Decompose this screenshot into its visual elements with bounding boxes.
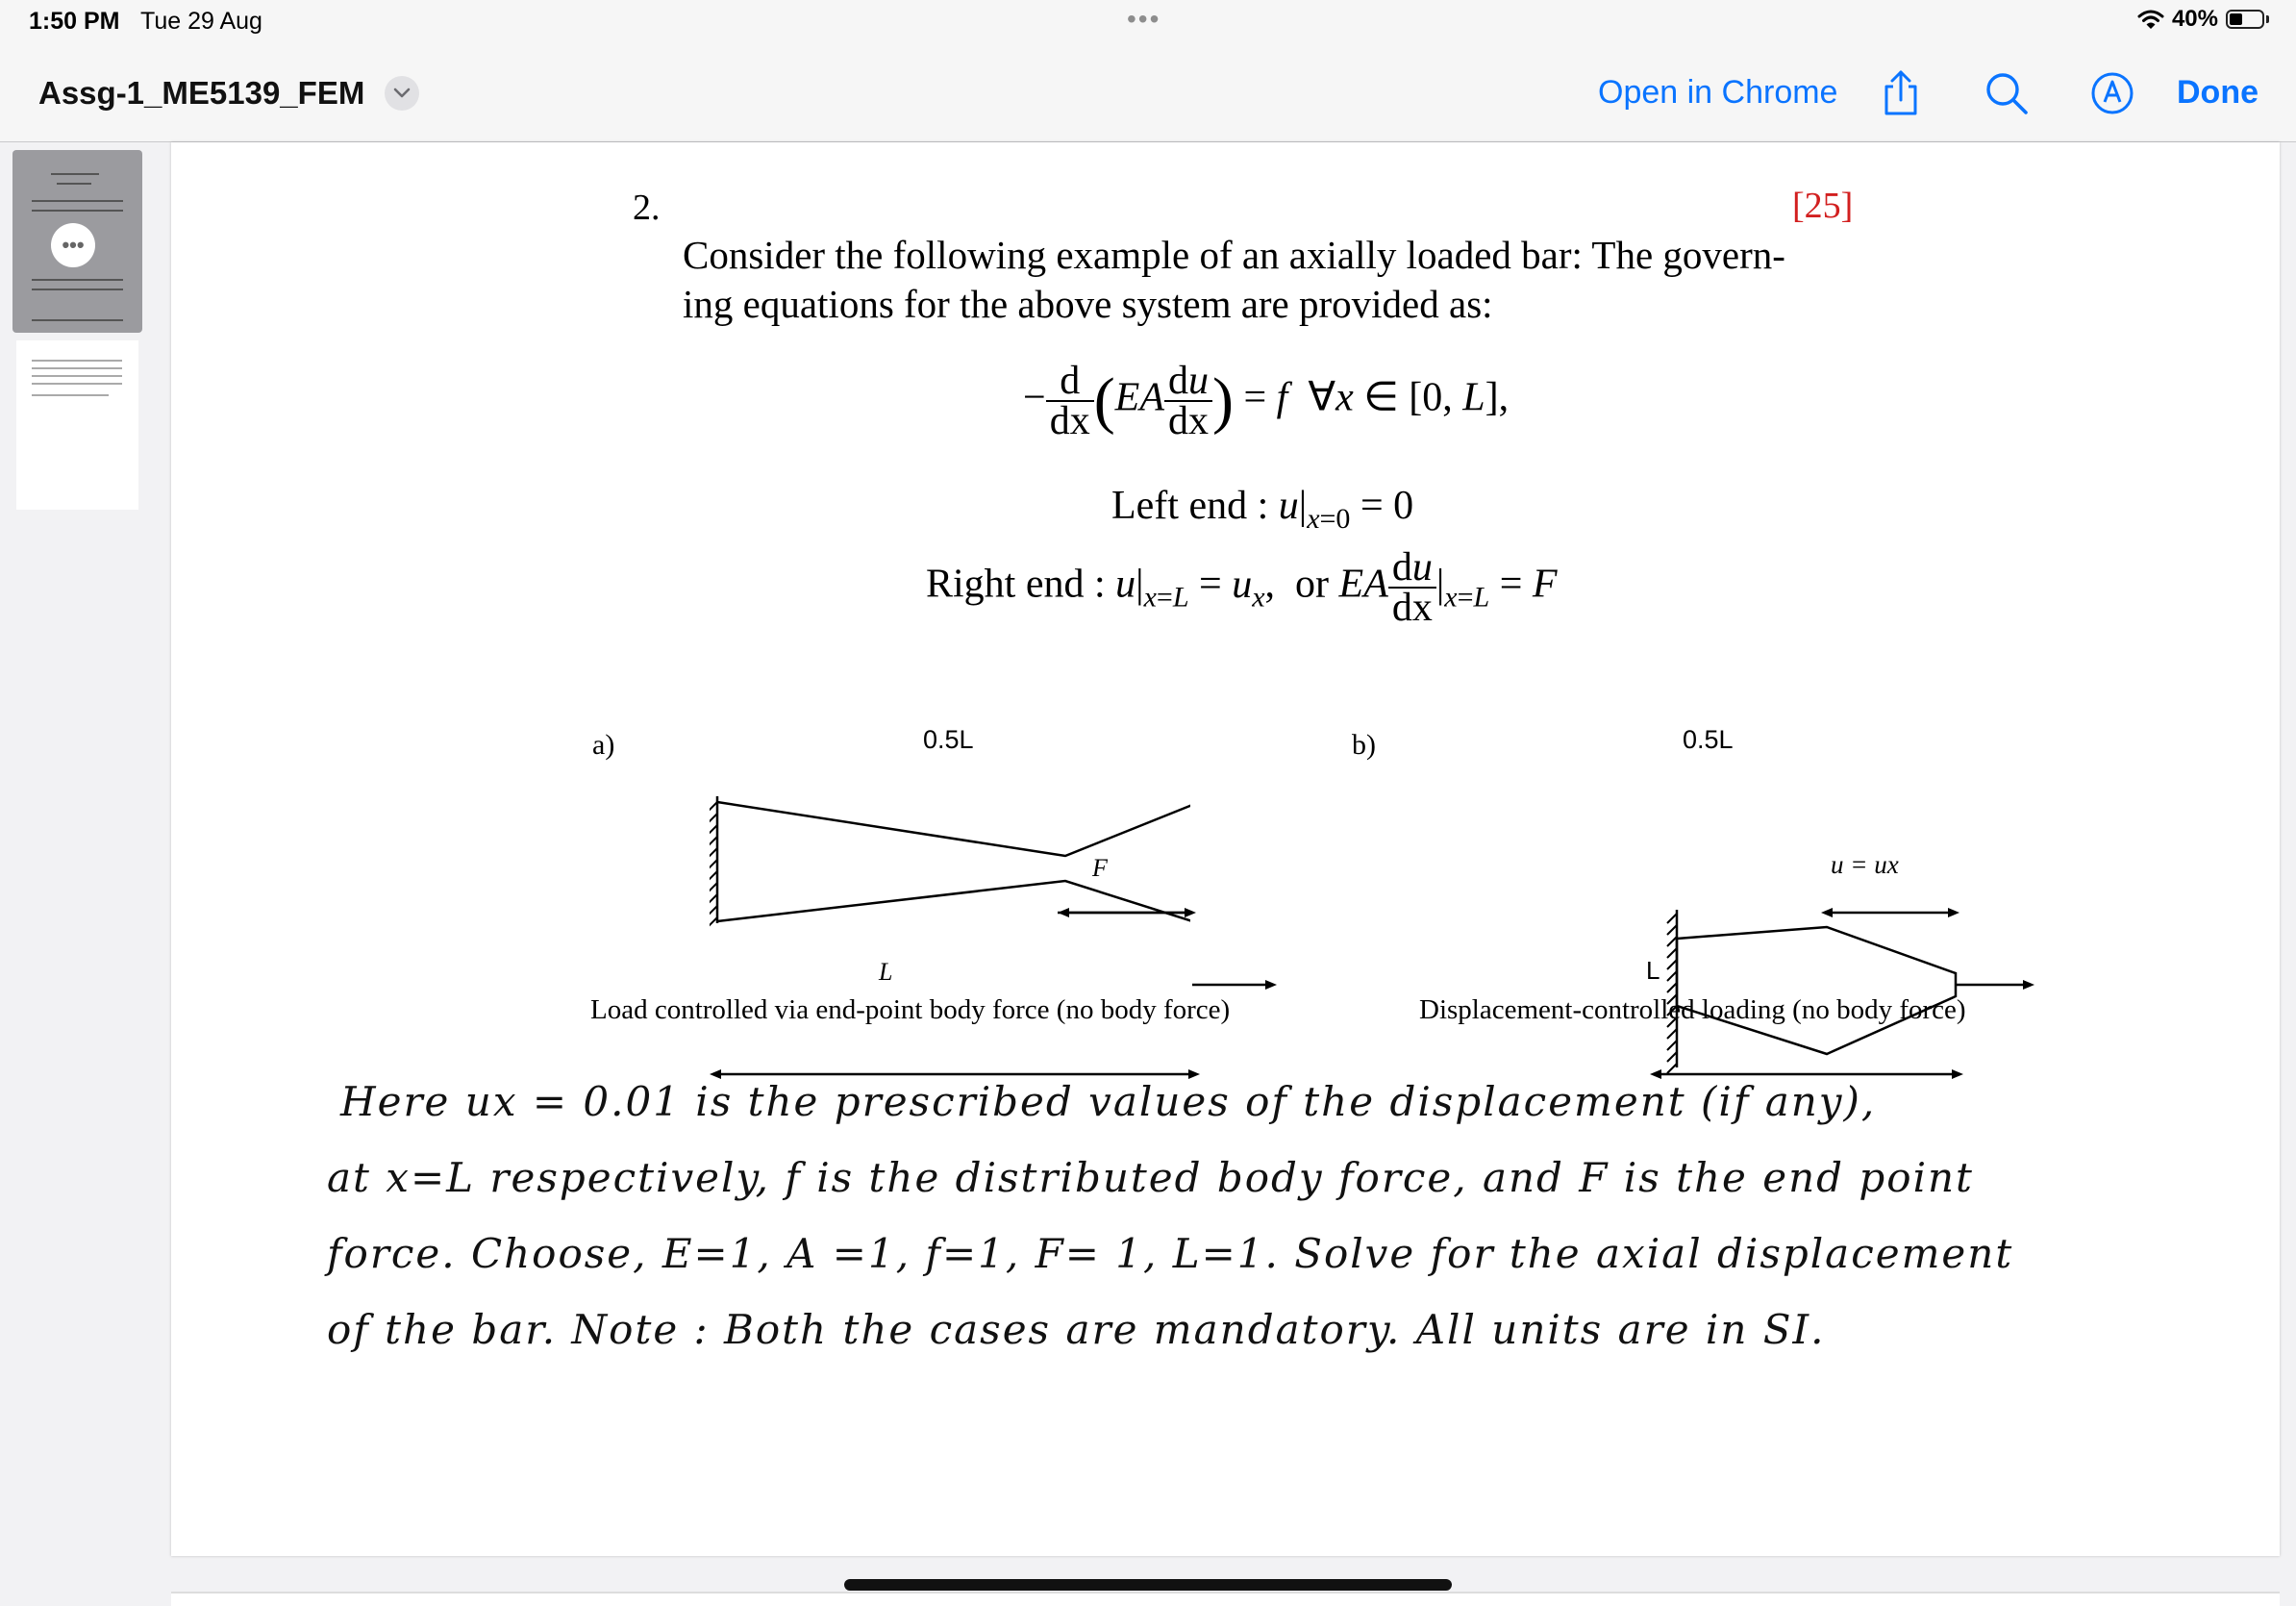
home-indicator[interactable] [844,1579,1452,1591]
status-bar [0,0,2296,46]
more-icon[interactable]: ••• [51,223,95,267]
figure-b-load-label: u = ux [1831,850,1899,879]
figure-a-dim-bottom: L [879,958,893,986]
battery-icon [2226,10,2264,29]
wifi-icon [2137,9,2164,30]
arrowhead [1265,980,1277,990]
figure-b-label: b) [1352,729,1376,761]
note-line-2: at x=L respectively, f is the distributed body force, and F is the end point [327,1154,1974,1201]
thumb-line [32,360,122,362]
status-time: 1:50 PM [29,8,120,35]
share-button[interactable] [1875,67,1927,119]
search-button[interactable] [1981,67,2033,119]
figure-b-dim-top: 0.5L [1683,725,1734,754]
figure-a-load-label: F [1092,854,1108,882]
battery-nub [2266,15,2269,23]
thumb-line [32,367,122,369]
battery-percent: 40% [2171,6,2218,32]
page-thumbnail-2[interactable] [16,340,138,510]
figure-a-caption: Load controlled via end-point body force (no body force) [590,994,1231,1025]
thumb-line [32,375,122,377]
markup-icon [2090,71,2134,115]
or-text: or [1295,562,1330,607]
left-end-equation: Left end : $u|_{x=0} = 0$ [1111,484,1414,535]
thumb-line [32,383,122,385]
note-line-3: force. Choose, E=1, A =1, f=1, F= 1, L=1. Solve for the axial displacement [327,1230,2014,1277]
toolbar [0,46,2296,142]
intro-line-1: Consider the following example of an axially loaded bar: The govern- [683,233,1785,277]
search-icon [1984,71,2029,115]
battery-fill [2230,13,2242,25]
handwritten-note [327,1064,2250,1368]
arrowhead [1058,908,1069,917]
figure-a-label: a) [592,729,615,761]
arrowhead [1185,908,1196,917]
status-right [2137,6,2269,33]
question-number: 2. [633,188,661,228]
question-marks: [25] [1792,186,1854,226]
figure-b-caption: Displacement-controlled loading (no body force) [1419,994,1966,1025]
pdf-page[interactable] [171,142,2280,1556]
thumb-line [57,183,91,185]
intro-line-2: ing equations for the above system are provided as: [683,282,1493,326]
thumb-line [32,200,123,202]
thumb-line [32,394,109,396]
governing-equation: − $\frac{d}{dx}$ (EA $\frac{du}{dx}$ ) = f ∀x ∈ [0, L], [1023,359,1510,443]
multitasking-dots-icon[interactable]: ••• [1127,4,1161,34]
status-date: Tue 29 Aug [140,8,262,35]
right-end-equation: Right end : $u|_{x=L} = u_x$, or EA $\frac{du}{dx}$ $|_{x=L} = F$ [926,545,1558,630]
markup-button[interactable] [2086,67,2138,119]
arrowhead [2023,980,2034,990]
figure-a-arrows [710,748,1325,1114]
figure-b-dim-bottom: L [1646,956,1660,985]
thumb-line [32,289,123,290]
thumb-line [32,319,123,321]
left-end-label: Left end : [1111,484,1269,528]
arrowhead [1948,908,1959,917]
right-end-label: Right end : [926,562,1106,607]
done-button[interactable]: Done [2177,74,2259,111]
figure-a-dim-top: 0.5L [923,725,974,754]
question-intro [683,231,2048,329]
page-thumbnail-1[interactable] [12,150,142,333]
note-line-1: Here ux = 0.01 is the prescribed values of the displacement (if any), [340,1078,1877,1125]
note-line-4: of the bar. Note : Both the cases are mandatory. All units are in SI. [327,1306,1826,1353]
arrowhead [1821,908,1833,917]
open-in-chrome-button[interactable]: Open in Chrome [1598,74,1838,111]
thumb-line [51,173,99,175]
thumb-line [32,210,123,212]
document-title[interactable]: Assg-1_ME5139_FEM [38,75,365,111]
title-menu-button[interactable] [385,76,419,111]
figure-b-arrows [1494,748,2109,1114]
share-icon [1881,69,1921,117]
chevron-down-icon [393,88,411,99]
page-thumbnails-sidebar [0,142,159,1604]
thumb-line [32,279,123,281]
